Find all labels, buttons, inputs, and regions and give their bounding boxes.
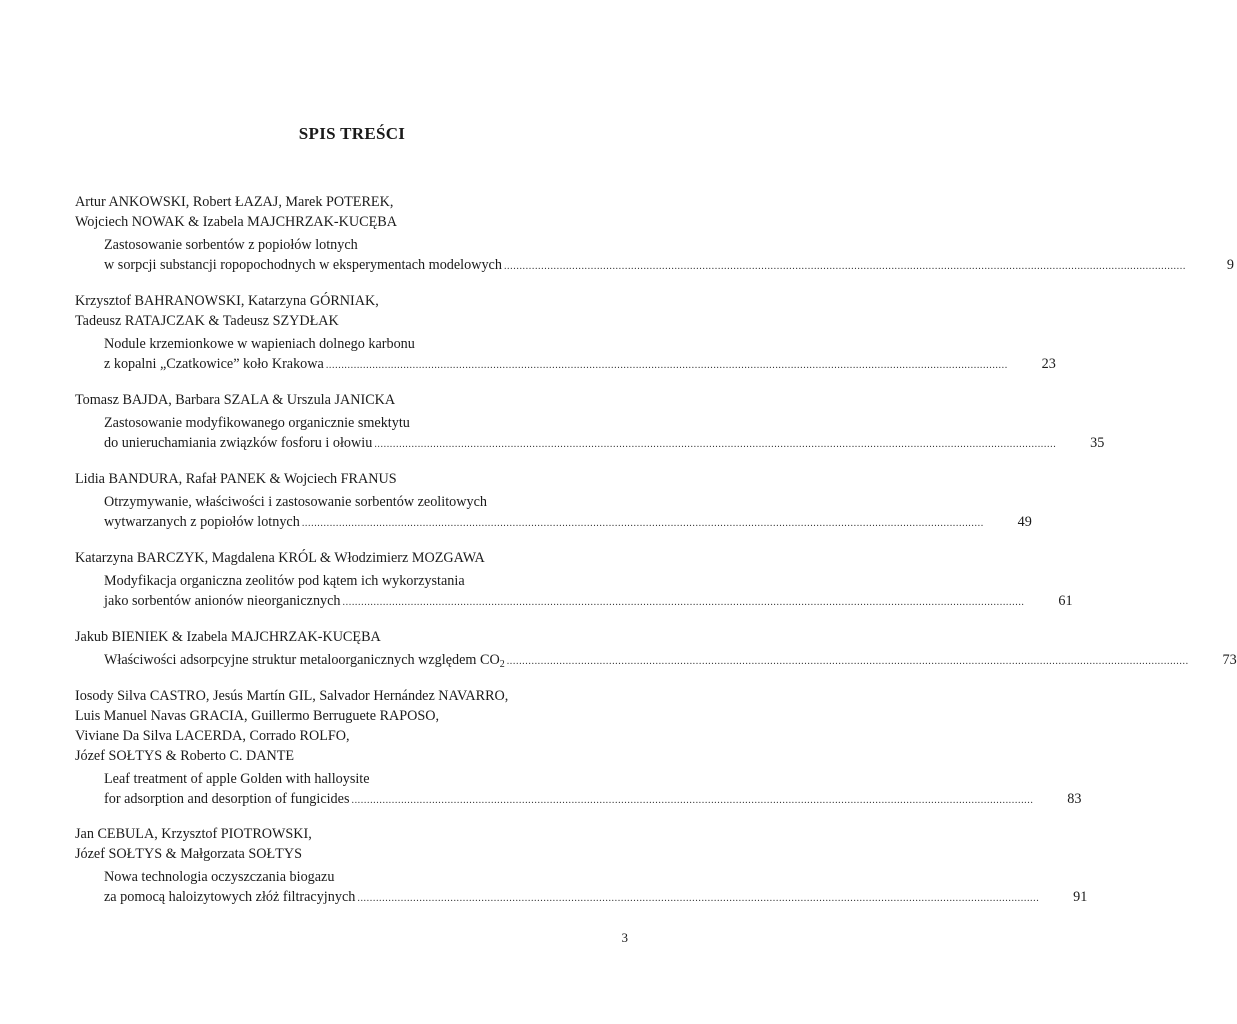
toc-entry-page-number: 73 (1222, 652, 1237, 668)
toc-entry-title (104, 235, 1234, 277)
toc-entry-title-text (104, 255, 502, 275)
dot-leader: ............................................................................................................................................................................................................................ (374, 439, 1057, 450)
toc-entry-title (104, 413, 1105, 455)
dot-leader: ............................................................................................................................................................................................................................ (301, 518, 984, 529)
toc-entry-page-number: 61 (1058, 593, 1073, 609)
toc-entry-author-line: Viviane Da Silva LACERDA, Corrado ROLFO, (75, 728, 350, 744)
toc-entry (75, 548, 1073, 613)
toc-entry-title-line (104, 512, 1032, 534)
dot-leader: ............................................................................................................................................................................................................................ (357, 893, 1040, 904)
toc-entry-title-text (104, 354, 324, 374)
toc-entry-title-line: Modyfikacja organiczna zeolitów pod kątem ich wykorzystania (104, 573, 465, 589)
toc-entry-title (104, 650, 1237, 672)
toc-entry-page-number: 9 (1226, 257, 1234, 273)
toc-entry-page-number: 91 (1073, 889, 1088, 905)
toc-entry-title-text-main: jako sorbentów anionów nieorganicznych (104, 593, 341, 609)
toc-entry-title-line (104, 433, 1105, 455)
toc-entry-title (104, 769, 1082, 811)
toc-entry-page-number: 23 (1041, 356, 1056, 372)
toc-entry (75, 291, 1056, 376)
toc-entry-author-line: Józef SOŁTYS & Małgorzata SOŁTYS (75, 846, 302, 862)
toc-entry-page-number: 83 (1067, 791, 1082, 807)
dot-leader: ............................................................................................................................................................................................................................ (342, 597, 1025, 608)
toc-entry-title-text (104, 591, 341, 611)
toc-entry (75, 824, 1088, 909)
chemical-subscript: 2 (499, 659, 505, 670)
toc-entry-title-line (104, 354, 1056, 376)
toc-entry-author-line: Jan CEBULA, Krzysztof PIOTROWSKI, (75, 826, 312, 842)
toc-entry-title-text (104, 789, 349, 809)
toc-entry-title-text (104, 512, 300, 532)
toc-entry-title-text-main: w sorpcji substancji ropopochodnych w eksperymentach modelowych (104, 257, 502, 273)
toc-entry (75, 390, 1105, 455)
dot-leader: ............................................................................................................................................................................................................................ (506, 656, 1189, 667)
toc-entry-author-line: Luis Manuel Navas GRACIA, Guillermo Berruguete RAPOSO, (75, 708, 440, 724)
toc-entry-title (104, 571, 1073, 613)
toc-entry-title-line (104, 591, 1073, 613)
toc-entry-title-text-main: for adsorption and desorption of fungicides (104, 791, 350, 807)
toc-entry-title-line: Otrzymywanie, właściwości i zastosowanie sorbentów zeolitowych (104, 494, 487, 510)
toc-entry-author-line: Krzysztof BAHRANOWSKI, Katarzyna GÓRNIAK, (75, 293, 379, 309)
toc-entry-author-line: Iosody Silva CASTRO, Jesús Martín GIL, Salvador Hernández NAVARRO, (75, 688, 509, 704)
toc-entry-title-line: Nodule krzemionkowe w wapieniach dolnego karbonu (104, 336, 415, 352)
toc-entry-title-line (104, 650, 1237, 672)
toc-entry-title (104, 867, 1088, 909)
toc-entry-author-line: Józef SOŁTYS & Roberto C. DANTE (75, 748, 295, 764)
toc-entry-author-line: Wojciech NOWAK & Izabela MAJCHRZAK-KUCĘBA (75, 214, 397, 230)
toc-entry-page-number: 49 (1017, 514, 1032, 530)
toc-entry-title-text-main: za pomocą haloizytowych złóż filtracyjnych (104, 889, 356, 905)
toc-entry (75, 192, 1234, 277)
toc-entry (75, 469, 1032, 534)
toc-entry (75, 627, 1237, 672)
toc-entry-title-line (104, 789, 1082, 811)
page-title: SPIS TREŚCI (298, 124, 406, 143)
toc-entry-title-text-main: do unieruchamiania związków fosforu i ołowiu (104, 435, 373, 451)
dot-leader: ............................................................................................................................................................................................................................ (351, 795, 1034, 806)
toc-entry-title-text-main: z kopalni „Czatkowice” koło Krakowa (104, 356, 324, 372)
toc-entry-title-line (104, 887, 1088, 909)
toc-entry-title-text-main: Właściwości adsorpcyjne struktur metaloorganicznych względem CO (104, 652, 500, 668)
toc-entry-title-line: Nowa technologia oczyszczania biogazu (104, 869, 335, 885)
dot-leader: ............................................................................................................................................................................................................................ (503, 261, 1186, 272)
toc-entry-title-text (104, 887, 355, 907)
toc-entry-author-line: Artur ANKOWSKI, Robert ŁAZAJ, Marek POTEREK, (75, 194, 394, 210)
toc-entry-title-text (104, 650, 505, 670)
toc-entry-author-line: Tadeusz RATAJCZAK & Tadeusz SZYDŁAK (75, 313, 339, 329)
toc-entry-title (104, 334, 1056, 376)
toc-entry-title-line: Leaf treatment of apple Golden with halloysite (104, 771, 370, 787)
toc-entry-author-line: Katarzyna BARCZYK, Magdalena KRÓL & Włodzimierz MOZGAWA (75, 550, 485, 566)
toc-entry-page-number: 35 (1090, 435, 1105, 451)
toc-entry-author-line: Jakub BIENIEK & Izabela MAJCHRZAK-KUCĘBA (75, 629, 381, 645)
toc-entry-title-text-main: wytwarzanych z popiołów lotnych (104, 514, 300, 530)
toc-entry (75, 686, 1082, 811)
toc-entry-author-line: Lidia BANDURA, Rafał PANEK & Wojciech FRANUS (75, 471, 397, 487)
toc-entry-title-line: Zastosowanie sorbentów z popiołów lotnych (104, 237, 358, 253)
toc-entry-title-line: Zastosowanie modyfikowanego organicznie smektytu (104, 415, 410, 431)
toc-entry-title-line (104, 255, 1234, 277)
dot-leader: ............................................................................................................................................................................................................................ (325, 360, 1008, 371)
toc-entry-author-line: Tomasz BAJDA, Barbara SZALA & Urszula JANICKA (75, 392, 396, 408)
toc-entry-title-text (104, 433, 372, 453)
toc-entry-title (104, 492, 1032, 534)
page-number: 3 (621, 930, 628, 945)
